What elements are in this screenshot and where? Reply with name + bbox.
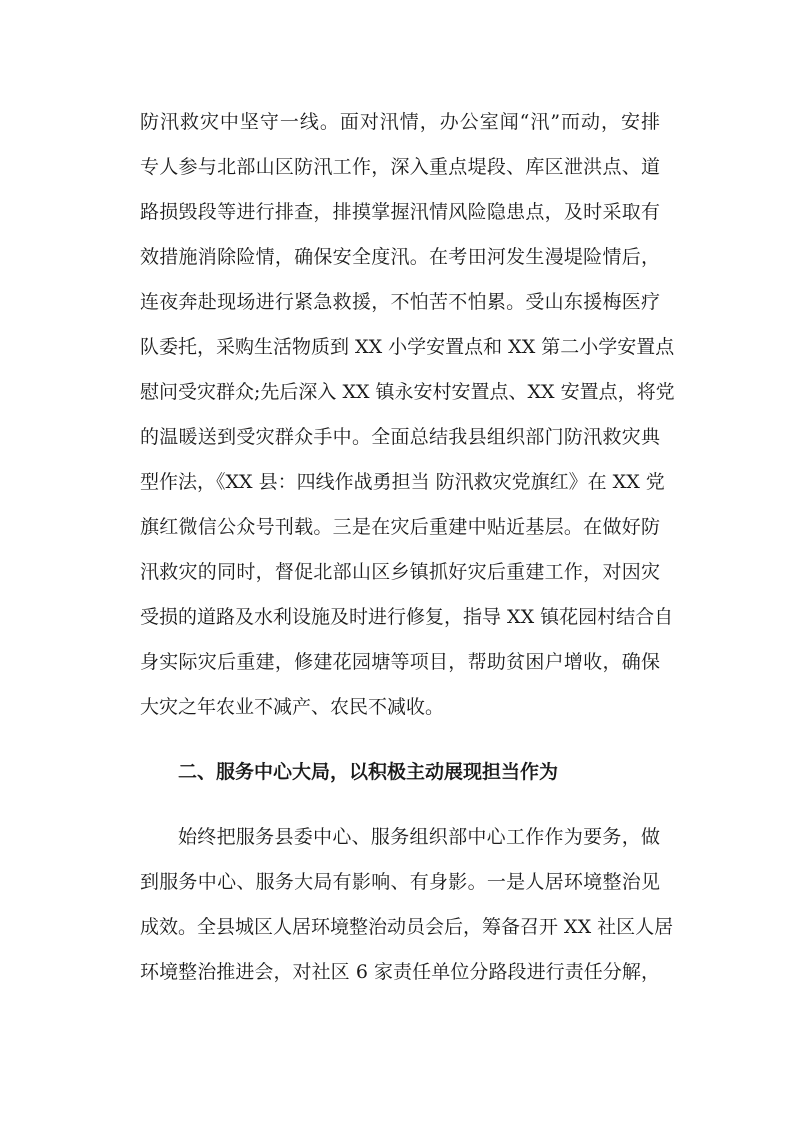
text-line: 旗红微信公众号刊载。三是在灾后重建中贴近基层。在做好防 <box>140 516 660 538</box>
text-line: 连夜奔赴现场进行紧急救援，不怕苦不怕累。受山东援梅医疗 <box>140 291 660 313</box>
text-line: 型作法，《XX 县：四线作战勇担当 防汛救灾党旗红》在 XX 党 <box>140 471 665 493</box>
document-page <box>140 100 675 995</box>
text-line: 大灾之年农业不减产、农民不减收。 <box>140 696 445 718</box>
text-line: 专人参与北部山区防汛工作，深入重点堤段、库区泄洪点、道 <box>140 156 660 178</box>
text-line: 成效。全县城区人居环境整治动员会后，筹备召开 XX 社区人居 <box>140 916 674 938</box>
paragraph-1 <box>140 100 675 730</box>
text-line: 慰问受灾群众;先后深入 XX 镇永安村安置点、XX 安置点，将党 <box>140 381 675 403</box>
text-line: 到服务中心、服务大局有影响、有身影。一是人居环境整治见 <box>140 871 660 893</box>
text-line: 身实际灾后重建，修建花园塘等项目，帮助贫困户增收，确保 <box>140 651 660 673</box>
text-line: 效措施消除险情，确保安全度汛。在考田河发生漫堤险情后， <box>140 246 660 268</box>
text-line: 队委托，采购生活物质到 XX 小学安置点和 XX 第二小学安置点 <box>140 336 675 358</box>
text-line: 的温暖送到受灾群众手中。全面总结我县组织部门防汛救灾典 <box>140 426 660 448</box>
section-heading: 二、服务中心大局，以积极主动展现担当作为 <box>178 761 559 783</box>
text-line: 始终把服务县委中心、服务组织部中心工作作为要务，做 <box>178 826 660 848</box>
spacer <box>140 795 660 815</box>
text-line: 受损的道路及水利设施及时进行修复，指导 XX 镇花园村结合自 <box>140 606 674 628</box>
spacer <box>140 730 660 750</box>
text-line: 汛救灾的同时，督促北部山区乡镇抓好灾后重建工作，对因灾 <box>140 561 660 583</box>
text-line: 防汛救灾中坚守一线。面对汛情，办公室闻“汛”而动，安排 <box>140 111 660 133</box>
text-line: 环境整治推进会，对社区 6 家责任单位分路段进行责任分解， <box>140 961 660 983</box>
text-line: 路损毁段等进行排查，排摸掌握汛情风险隐患点，及时采取有 <box>140 201 660 223</box>
paragraph-2 <box>140 815 674 995</box>
